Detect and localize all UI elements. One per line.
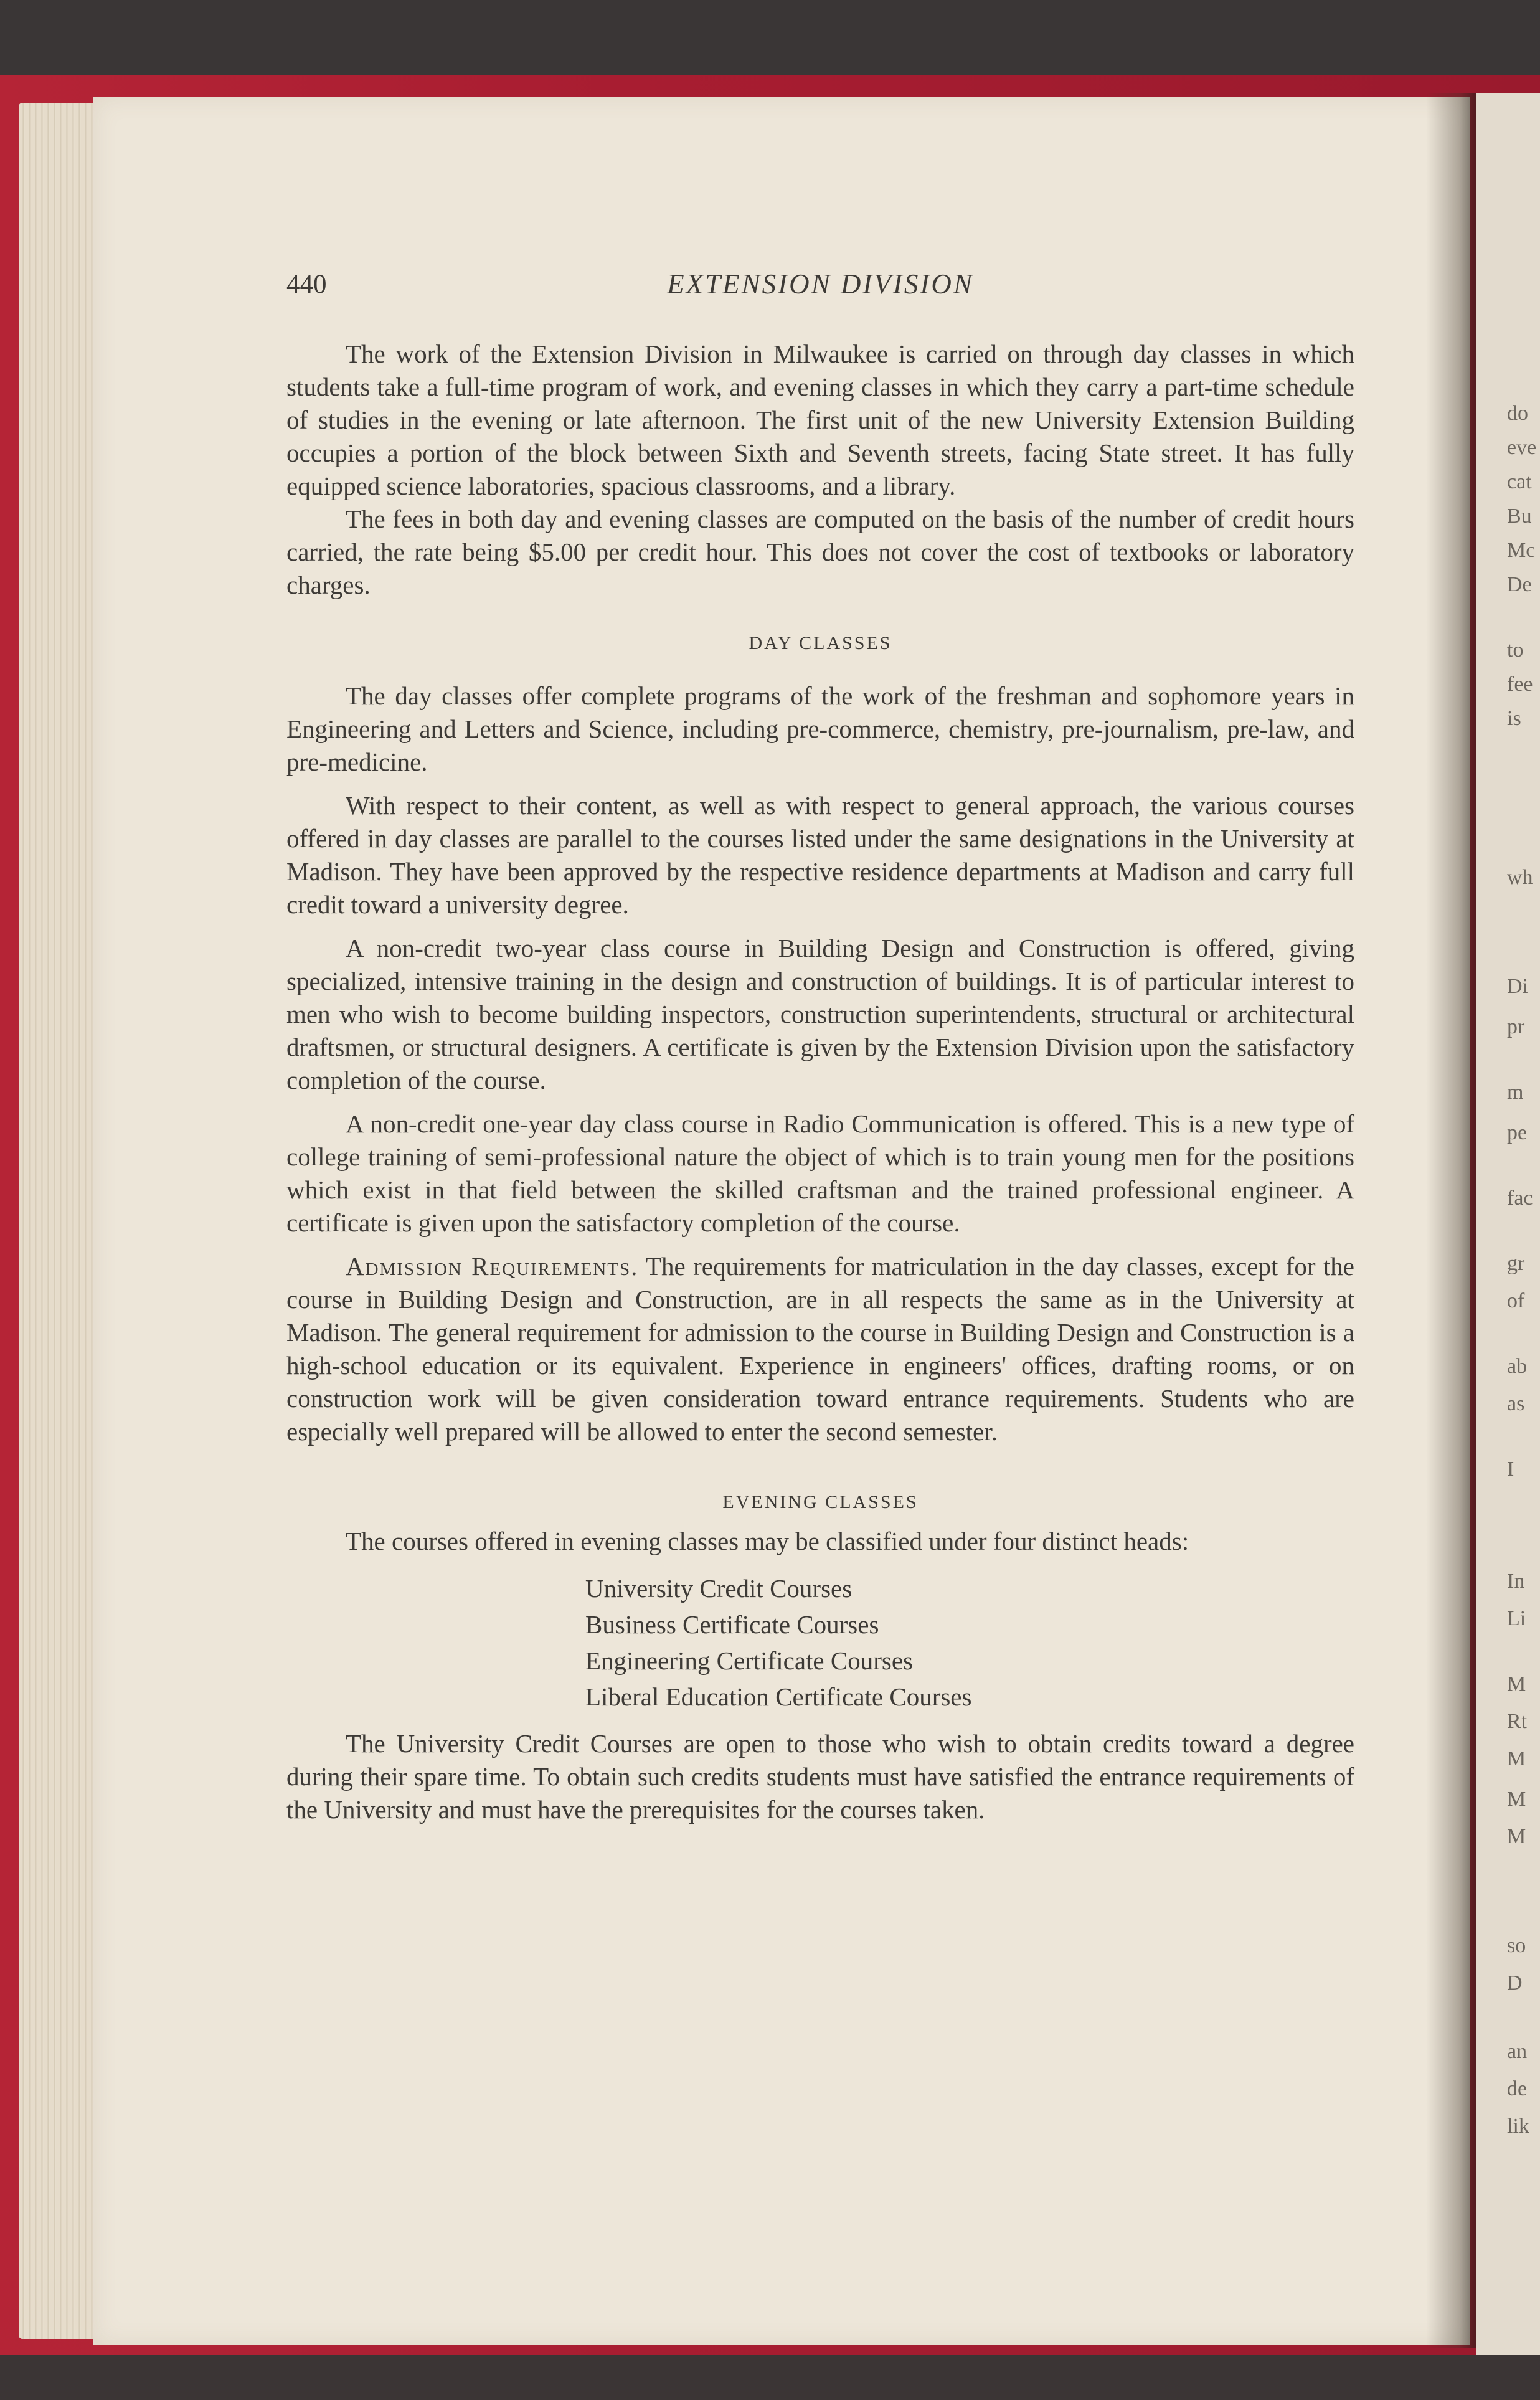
day-classes-paragraph: The day classes offer complete programs of the work of the freshman and sophomore years in Engineering and Letters and Science, including pre-commerce, chemistry, pre-journalism, pre-law, and pre-medicine. [286, 681, 1354, 776]
facing-fragment: do [1507, 402, 1528, 425]
facing-fragment: eve [1507, 436, 1537, 459]
facing-fragment: of [1507, 1289, 1525, 1312]
facing-fragment: Rt [1507, 1710, 1528, 1733]
facing-fragment: Bu [1507, 505, 1532, 528]
facing-fragment: M [1507, 1747, 1526, 1770]
facing-fragment: m [1507, 1081, 1524, 1104]
facing-fragment: de [1507, 2077, 1528, 2100]
page-number: 440 [286, 270, 327, 299]
radio-paragraph: A non-credit one-year day class course in Radio Communication is offered. This is a new type of college training of semi-professional nature the object of which is to train young men for the positions which exist in that field between the skilled craftsman and the trained professional engineer. A certificate is given upon the satisfactory completion of the course. [286, 1109, 1354, 1237]
day-classes-heading: DAY CLASSES [749, 633, 892, 653]
facing-fragment: gr [1507, 1252, 1525, 1275]
facing-fragment: M [1507, 1788, 1526, 1811]
course-heads-list [585, 1570, 1354, 1715]
list-item: University Credit Courses [585, 1574, 853, 1603]
facing-page [1476, 93, 1540, 2355]
facing-fragment: fac [1507, 1187, 1533, 1210]
facing-fragment: I [1507, 1458, 1514, 1481]
facing-fragment: M [1507, 1672, 1526, 1696]
page-content [286, 268, 1354, 1826]
list-item: Business Certificate Courses [585, 1610, 879, 1639]
running-head: EXTENSION DIVISION [667, 268, 974, 300]
book-gutter [1426, 93, 1482, 2348]
background-bottom [0, 2355, 1540, 2400]
facing-fragment: ab [1507, 1355, 1528, 1378]
list-item: Liberal Education Certificate Courses [585, 1682, 972, 1711]
facing-fragment: cat [1507, 470, 1532, 493]
fees-paragraph: The fees in both day and evening classes are computed on the basis of the number of credit hours carried, the rate being $5.00 per credit hour. This does not cover the cost of textbooks or laboratory charges. [286, 505, 1354, 599]
facing-fragment: Li [1507, 1607, 1526, 1630]
admission-paragraph [286, 1250, 1354, 1448]
admission-text: The requirements for matriculation in the day classes, except for the course in Building Design and Construction, are in all respects the same as in the University at Madison. The general requirement for admission to the course in Building Design and Construction is a high-school education or its equivalent. Experience in engineers' offices, drafting rooms, or on construction work will be given consideration toward entrance requirements. Students who are especially well prepared will be allowed to enter the second semester. [286, 1252, 1354, 1446]
facing-fragment: is [1507, 707, 1521, 730]
facing-fragment: Di [1507, 975, 1528, 998]
evening-classes-heading: EVENING CLASSES [722, 1492, 919, 1512]
list-item: Engineering Certificate Courses [585, 1646, 913, 1675]
facing-fragment: pr [1507, 1015, 1525, 1038]
evening-intro-paragraph: The courses offered in evening classes may be classified under four distinct heads: [346, 1527, 1189, 1555]
facing-fragment: pe [1507, 1121, 1528, 1144]
facing-fragment: Mc [1507, 539, 1536, 562]
facing-fragment: In [1507, 1570, 1525, 1593]
facing-fragment: lik [1507, 2115, 1529, 2138]
facing-fragment: so [1507, 1934, 1526, 1957]
page-header [286, 268, 1354, 305]
facing-fragment: fee [1507, 673, 1533, 696]
facing-fragment: De [1507, 573, 1532, 596]
admission-label: Admission Requirements. [346, 1252, 639, 1281]
facing-fragment: to [1507, 638, 1524, 662]
intro-paragraph: The work of the Extension Division in Milwaukee is carried on through day classes in which students take a full-time program of work, and evening classes in which they carry a part-time schedule of studies in the evening or late afternoon. The first unit of the new University Extension Building occupies a portion of the block between Sixth and Seventh streets, facing State street. It has fully equipped science laboratories, spacious classrooms, and a library. [286, 339, 1354, 500]
facing-fragment: D [1507, 1971, 1523, 1994]
facing-fragment: M [1507, 1825, 1526, 1848]
facing-fragment: as [1507, 1392, 1525, 1415]
building-design-paragraph: A non-credit two-year class course in Building Design and Construction is offered, giving specialized, intensive training in the design and construction of buildings. It is of particular interest to men who wish to become building inspectors, construction superintendents, structural or architectural draftsmen, or structural designers. A certificate is given by the Extension Division upon the satisfactory completion of the course. [286, 934, 1354, 1094]
facing-fragment: wh [1507, 866, 1533, 889]
credit-courses-paragraph: The University Credit Courses are open to those who wish to obtain credits toward a degree during their spare time. To obtain such credits students must have satisfied the entrance requirements of the University and must have the prerequisites for the courses taken. [286, 1729, 1354, 1824]
facing-fragment: an [1507, 2040, 1528, 2063]
content-paragraph: With respect to their content, as well as with respect to general approach, the various courses offered in day classes are parallel to the courses listed under the same designations in the University at Madison. They have been approved by the respective residence departments at Madison and carry full credit toward a university degree. [286, 791, 1354, 919]
